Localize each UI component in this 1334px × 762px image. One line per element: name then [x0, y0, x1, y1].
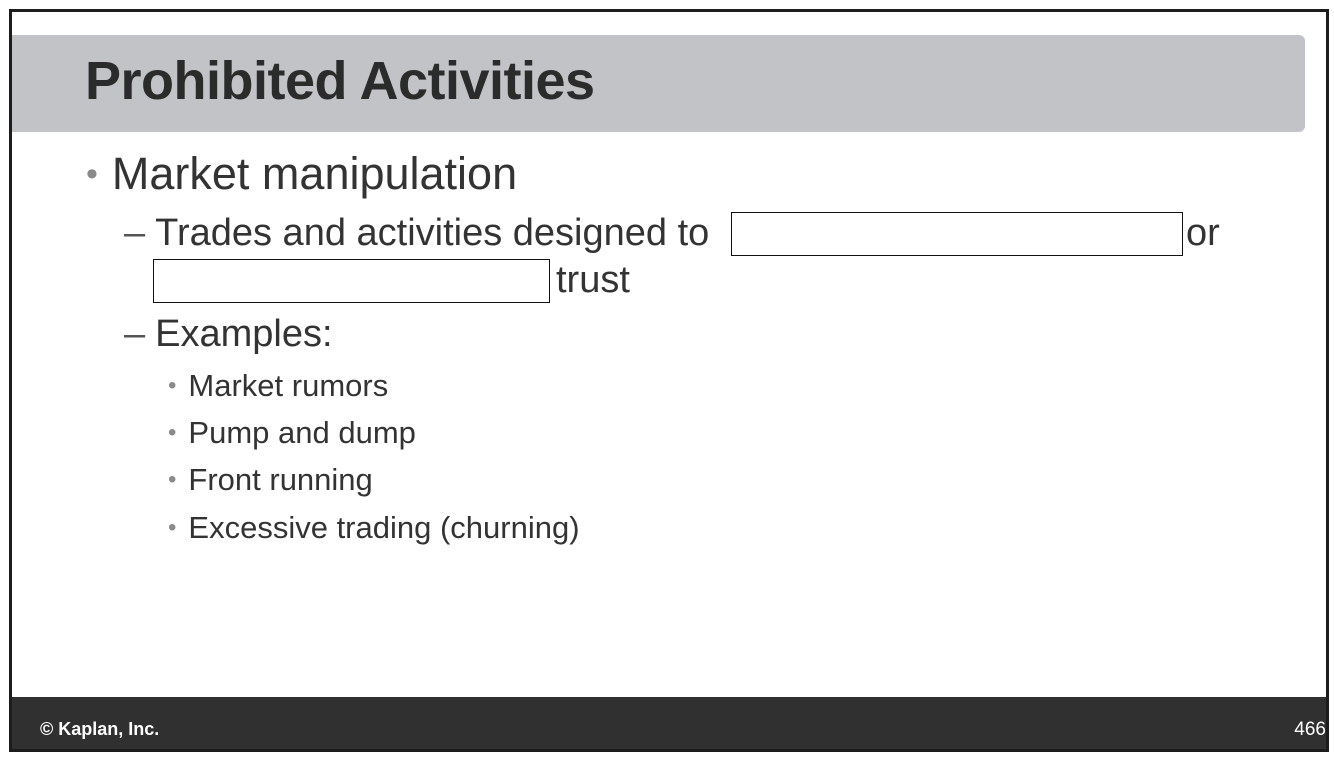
fill-in-blank-1[interactable]	[731, 212, 1183, 256]
example-text: Pump and dump	[188, 415, 416, 450]
example-text: Front running	[188, 462, 373, 497]
definition-text: Trades and activities designed to	[155, 212, 710, 254]
example-text: Market rumors	[188, 368, 389, 403]
title-band	[12, 35, 1305, 132]
page-number: 466	[1294, 719, 1326, 740]
bullet-icon: •	[168, 372, 177, 399]
definition-trust-word: trust	[556, 259, 630, 301]
example-item	[168, 464, 373, 495]
examples-label: Examples:	[155, 313, 333, 355]
example-item	[168, 417, 416, 448]
definition-line-1	[124, 214, 709, 252]
bullet-market-manipulation	[86, 148, 518, 199]
dash-icon: –	[124, 212, 146, 254]
bullet-icon: •	[86, 155, 98, 193]
example-item	[168, 370, 388, 401]
bullet-icon: •	[168, 466, 177, 493]
slide	[9, 9, 1329, 752]
examples-heading	[124, 315, 333, 353]
definition-connector: or	[1186, 212, 1220, 254]
footer-band	[12, 697, 1326, 752]
bullet-main-text: Market manipulation	[111, 148, 518, 199]
fill-in-blank-2[interactable]	[153, 259, 550, 303]
slide-title: Prohibited Activities	[85, 51, 595, 111]
bullet-icon: •	[168, 514, 177, 541]
bullet-icon: •	[168, 419, 177, 446]
copyright-text: © Kaplan, Inc.	[40, 719, 160, 739]
dash-icon: –	[124, 313, 146, 355]
example-item	[168, 512, 580, 543]
example-text: Excessive trading (churning)	[188, 510, 580, 545]
